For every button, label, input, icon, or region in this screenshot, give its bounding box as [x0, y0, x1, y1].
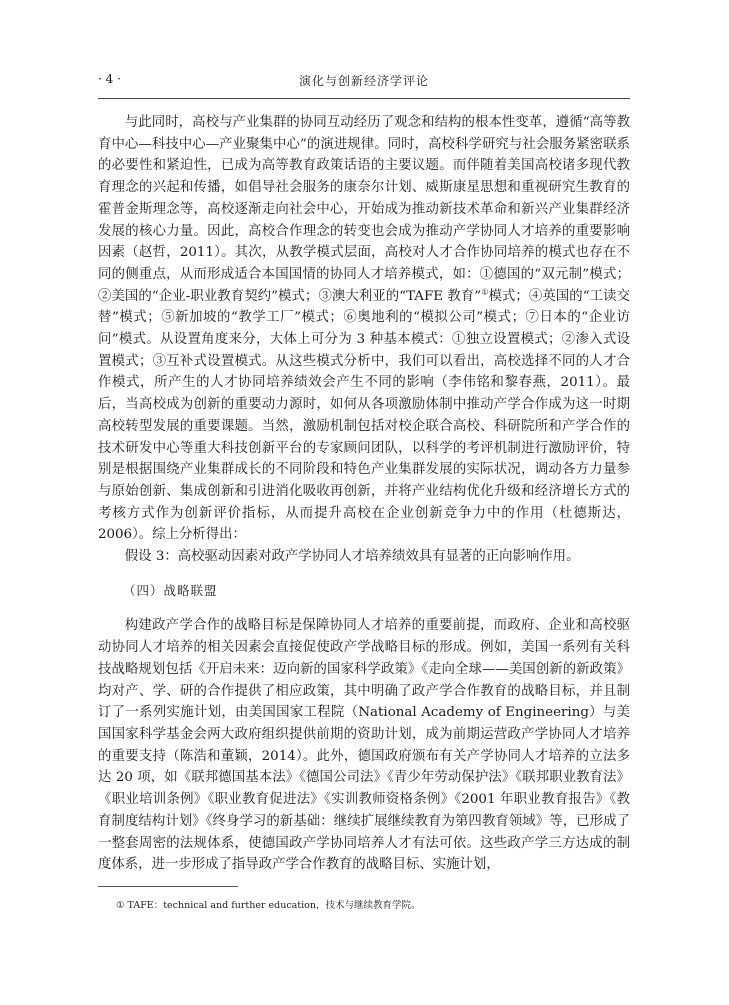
footnote: ① TAFE：technical and further education，技术与继续教育学院。 [116, 900, 421, 911]
paragraph-text-continued: 模式；④英国的“工读交替”模式；⑤新加坡的“教学工厂”模式；⑥奥地利的“模拟公司”模式；⑦日本的“企业访问”模式。从设置角度来分，大体上可分为 3 种基本模式：①独立设置模式；②渗入式设置模式；③互补式设置模式。从这些模式分析中，我们可以看出，高校选择不同的人才合作模式，所产生的人才协同培养绩效会产生不同的影响（李伟铭和黎春燕，2011）。最后，当高校成为创新的重要动力源时，如何从各项激励体制中推动产学合作成为这一时期高校转型发展的重要课题。当然，激励机制包括对校企联合高校、科研院所和产学合作的技术研发中心等重大科技创新平台的专家顾问团队，以科学的考评机制进行激励评价，特别是根据围绕产业集群成长的不同阶段和特色产业集群发展的实际状况，调动各方力量参与原始创新、集成创新和引进消化吸收再创新，并将产业结构优化升级和经济增长方式的考核方式作为创新评价指标，从而提升高校在企业创新竞争力中的作用（杜德斯达，2006）。综上分析得出： [98, 288, 630, 543]
page-number: · 4 · [98, 72, 121, 86]
footnote-marker[interactable]: ① [481, 287, 489, 297]
article-body [98, 112, 630, 876]
page-header [98, 64, 630, 99]
section-heading-strategic-alliance: （四）战略联盟 [123, 582, 218, 598]
hypothesis-3: 假设 3：高校驱动因素对政产学协同人才培养绩效具有显著的正向影响作用。 [124, 549, 580, 565]
journal-title: 演化与创新经济学评论 [298, 74, 429, 88]
paragraph-strategic-alliance: 构建政产学合作的战略目标是保障协同人才培养的重要前提，而政府、企业和高校驱动协同人才培养的相关因素会直接促使政产学战略目标的形成。例如，美国一系列有关科技战略规划包括《开启未来：迈向新的国家科学政策》《走向全球——美国创新的新政策》均对产、学、研的合作提供了相应政策，其中明确了政产学合作教育的战略目标，并且制订了一系列实施计划，由美国国家工程院（National Academy of Engineering）与美国国家科学基金会两大政府组织提供前期的资助计划，成为前期运营政产学协同人才培养的重要支持（陈浩和董颖，2014）。此外，德国政府颁布有关产学协同人才培养的立法多达 20 项，如《联邦德国基本法》《德国公司法》《青少年劳动保护法》《联邦职业教育法》《职业培训条例》《职业教育促进法》《实训教师资格条例》《2001 年职业教育报告》《教育制度结构计划》《终身学习的新基础：继续扩展继续教育为第四教育领域》等，已形成了一整套周密的法规体系，使德国政产学协同培养人才有法可依。这些政产学三方达成的制度体系，进一步形成了指导政产学合作教育的战略目标、实施计划， [98, 618, 630, 873]
paragraph-university-drivers [98, 112, 630, 546]
paragraph-text: 与此同时，高校与产业集群的协同互动经历了观念和结构的根本性变革，遵循“高等教育中心—科技中心—产业聚集中心”的演进规律。同时，高校科学研究与社会服务紧密联系的必要性和紧迫性，已成为高等教育政策话语的主要议题。而伴随着美国高校诸多现代教育理念的兴起和传播，如倡导社会服务的康奈尔计划、威斯康星思想和重视研究生教育的霍普金斯理念等，高校逐渐走向社会中心，开始成为推动新技术革命和新兴产业集群经济发展的核心力量。因此，高校合作理念的转变也会成为推动产学协同人才培养的重要影响因素（赵哲，2011）。其次，从教学模式层面，高校对人才合作协同培养的模式也存在不同的侧重点，从而形成适合本国国情的协同人才培养模式，如：①德国的“双元制”模式；②美国的“企业-职业教育契约”模式；③澳大利亚的“TAFE 教育” [98, 115, 630, 304]
footnote-divider [98, 886, 238, 887]
